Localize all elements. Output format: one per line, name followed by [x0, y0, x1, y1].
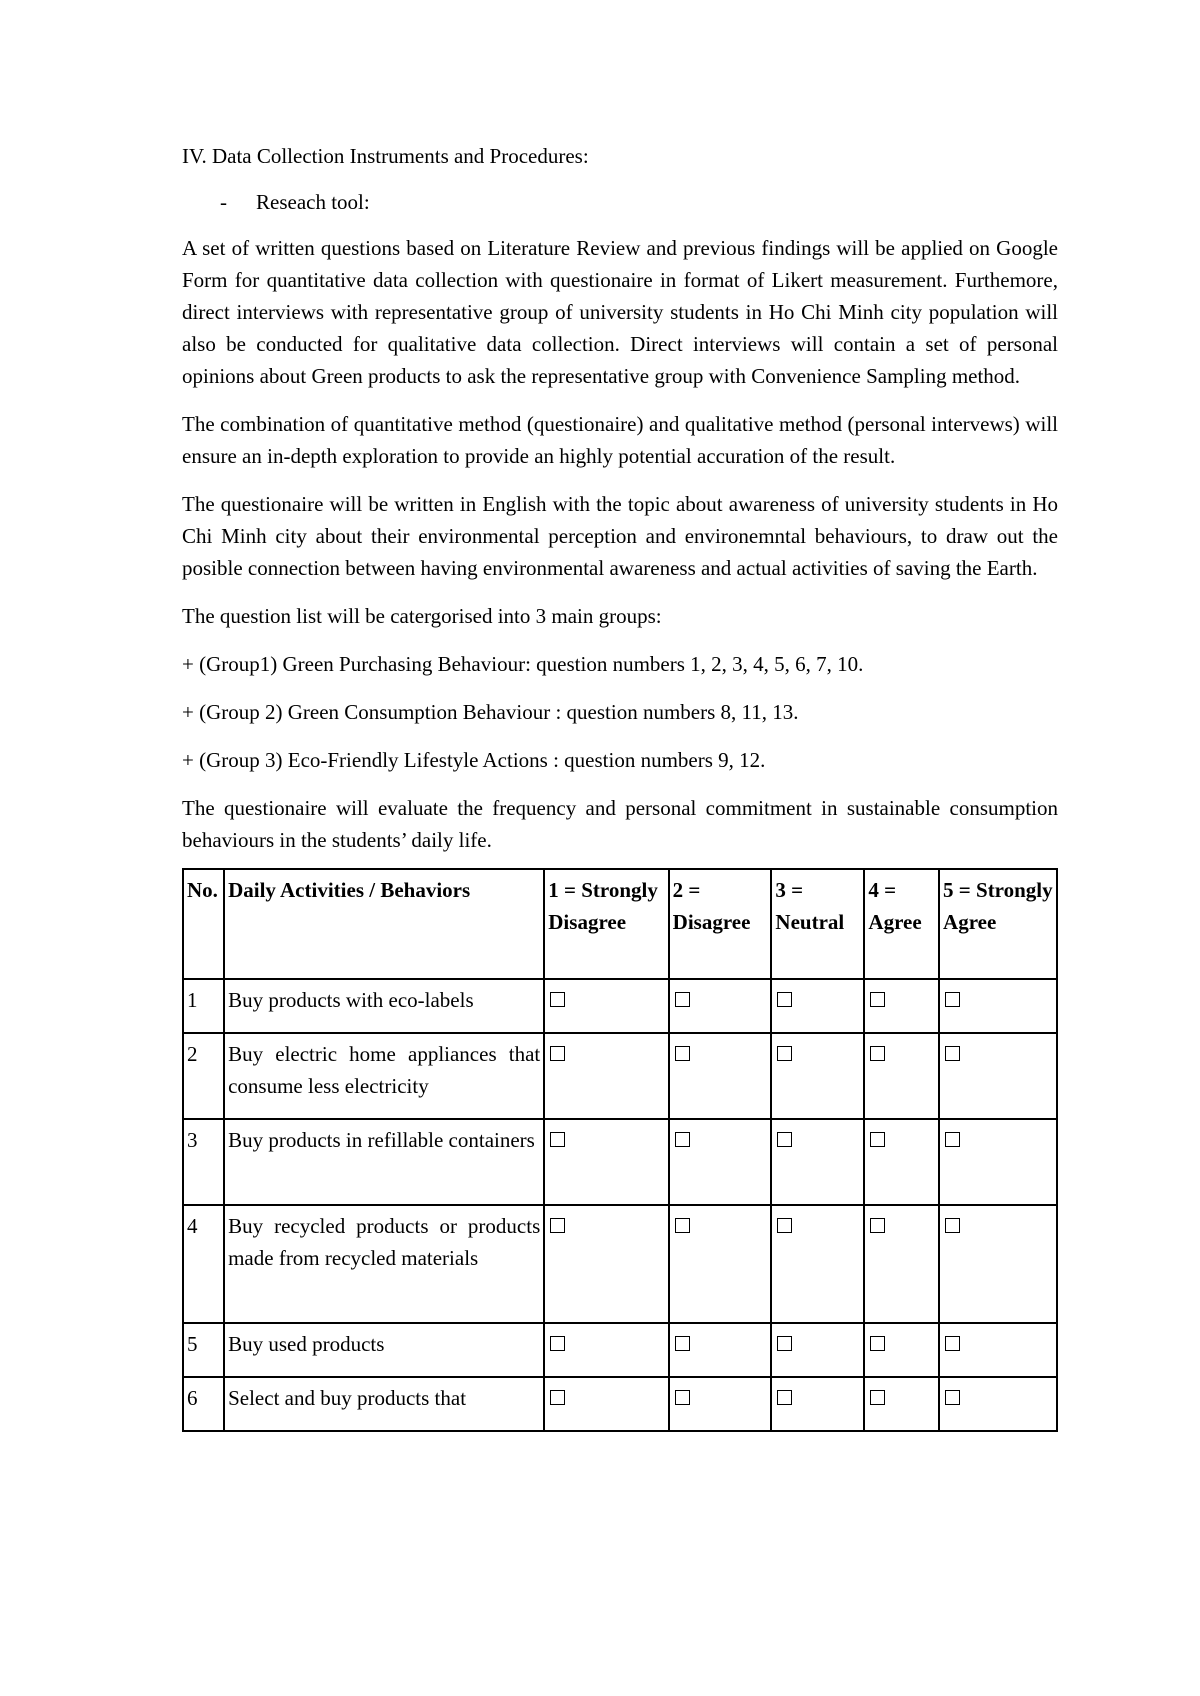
bullet-dash: -: [220, 190, 227, 214]
checkbox-agree[interactable]: [870, 1218, 885, 1233]
checkbox-neutral[interactable]: [777, 1218, 792, 1233]
table-body: [183, 979, 1057, 1431]
bullet-item: [220, 186, 1058, 218]
row-number: 5: [183, 1323, 224, 1377]
row-activity: Select and buy products that: [224, 1377, 544, 1431]
paragraph-evaluation: The questionaire will evaluate the frequency and personal commitment in sustainable consumption behaviours in the students’ daily life.: [182, 796, 1058, 852]
checkbox-strongly-disagree[interactable]: [550, 1390, 565, 1405]
checkbox-agree[interactable]: [870, 1046, 885, 1061]
header-disagree: 2 = Disagree: [669, 869, 772, 979]
checkbox-strongly-agree[interactable]: [945, 1046, 960, 1061]
checkbox-disagree[interactable]: [675, 1218, 690, 1233]
header-agree: 4 = Agree: [864, 869, 939, 979]
checkbox-neutral[interactable]: [777, 1132, 792, 1147]
header-neutral: 3 = Neutral: [771, 869, 864, 979]
checkbox-strongly-agree[interactable]: [945, 1218, 960, 1233]
table-row: [183, 1119, 1057, 1205]
row-number: 3: [183, 1119, 224, 1205]
checkbox-neutral[interactable]: [777, 1046, 792, 1061]
row-number: 4: [183, 1205, 224, 1323]
table-row: [183, 979, 1057, 1033]
table-row: [183, 1205, 1057, 1323]
checkbox-strongly-disagree[interactable]: [550, 992, 565, 1007]
checkbox-disagree[interactable]: [675, 992, 690, 1007]
checkbox-agree[interactable]: [870, 992, 885, 1007]
header-activity: Daily Activities / Behaviors: [224, 869, 544, 979]
table-row: [183, 1033, 1057, 1119]
checkbox-disagree[interactable]: [675, 1390, 690, 1405]
checkbox-disagree[interactable]: [675, 1132, 690, 1147]
checkbox-strongly-disagree[interactable]: [550, 1218, 565, 1233]
header-strongly-disagree: 1 = Strongly Disagree: [544, 869, 668, 979]
checkbox-agree[interactable]: [870, 1336, 885, 1351]
checkbox-strongly-disagree[interactable]: [550, 1336, 565, 1351]
header-strongly-agree: 5 = Strongly Agree: [939, 869, 1057, 979]
checkbox-disagree[interactable]: [675, 1336, 690, 1351]
row-activity: Buy electric home appliances that consume less electricity: [224, 1033, 544, 1119]
checkbox-agree[interactable]: [870, 1390, 885, 1405]
row-number: 2: [183, 1033, 224, 1119]
checkbox-disagree[interactable]: [675, 1046, 690, 1061]
checkbox-agree[interactable]: [870, 1132, 885, 1147]
paragraph-group-2: + (Group 2) Green Consumption Behaviour : question numbers 8, 11, 13.: [182, 700, 799, 724]
checkbox-strongly-agree[interactable]: [945, 1336, 960, 1351]
paragraph-questionaire-topic: The questionaire will be written in English with the topic about awareness of university students in Ho Chi Minh city about their environmental perception and environemntal behaviours, to draw out the posible connection between having environmental awareness and actual activities of saving the Earth.: [182, 492, 1058, 580]
table-row: [183, 1377, 1057, 1431]
checkbox-strongly-agree[interactable]: [945, 992, 960, 1007]
row-activity: Buy recycled products or products made from recycled materials: [224, 1205, 544, 1323]
document-page: [182, 140, 1058, 1432]
checkbox-neutral[interactable]: [777, 992, 792, 1007]
checkbox-neutral[interactable]: [777, 1390, 792, 1405]
section-heading: IV. Data Collection Instruments and Procedures:: [182, 144, 589, 168]
checkbox-strongly-agree[interactable]: [945, 1390, 960, 1405]
paragraph-group-3: + (Group 3) Eco-Friendly Lifestyle Actions : question numbers 9, 12.: [182, 748, 766, 772]
row-activity: Buy products in refillable containers: [224, 1119, 544, 1205]
checkbox-strongly-disagree[interactable]: [550, 1132, 565, 1147]
paragraph-combination: The combination of quantitative method (questionaire) and qualitative method (personal intervews) will ensure an in-depth exploration to provide an highly potential accuration of the result.: [182, 412, 1058, 468]
checkbox-strongly-agree[interactable]: [945, 1132, 960, 1147]
table-header-row: [183, 869, 1057, 979]
paragraph-group-1: + (Group1) Green Purchasing Behaviour: question numbers 1, 2, 3, 4, 5, 6, 7, 10.: [182, 652, 864, 676]
likert-table: [182, 868, 1058, 1432]
row-number: 1: [183, 979, 224, 1033]
checkbox-strongly-disagree[interactable]: [550, 1046, 565, 1061]
bullet-text: Reseach tool:: [256, 190, 370, 214]
row-number: 6: [183, 1377, 224, 1431]
table-row: [183, 1323, 1057, 1377]
checkbox-neutral[interactable]: [777, 1336, 792, 1351]
row-activity: Buy products with eco-labels: [224, 979, 544, 1033]
header-no: No.: [183, 869, 224, 979]
paragraph-research-tool: A set of written questions based on Literature Review and previous findings will be applied on Google Form for quantitative data collection with questionaire in format of Likert measurement. Furthemore, direct interviews with representative group of university students in Ho Chi Minh city population will also be conducted for qualitative data collection. Direct interviews will contain a set of personal opinions about Green products to ask the representative group with Convenience Sampling method.: [182, 236, 1058, 388]
row-activity: Buy used products: [224, 1323, 544, 1377]
paragraph-groups-intro: The question list will be catergorised into 3 main groups:: [182, 604, 662, 628]
